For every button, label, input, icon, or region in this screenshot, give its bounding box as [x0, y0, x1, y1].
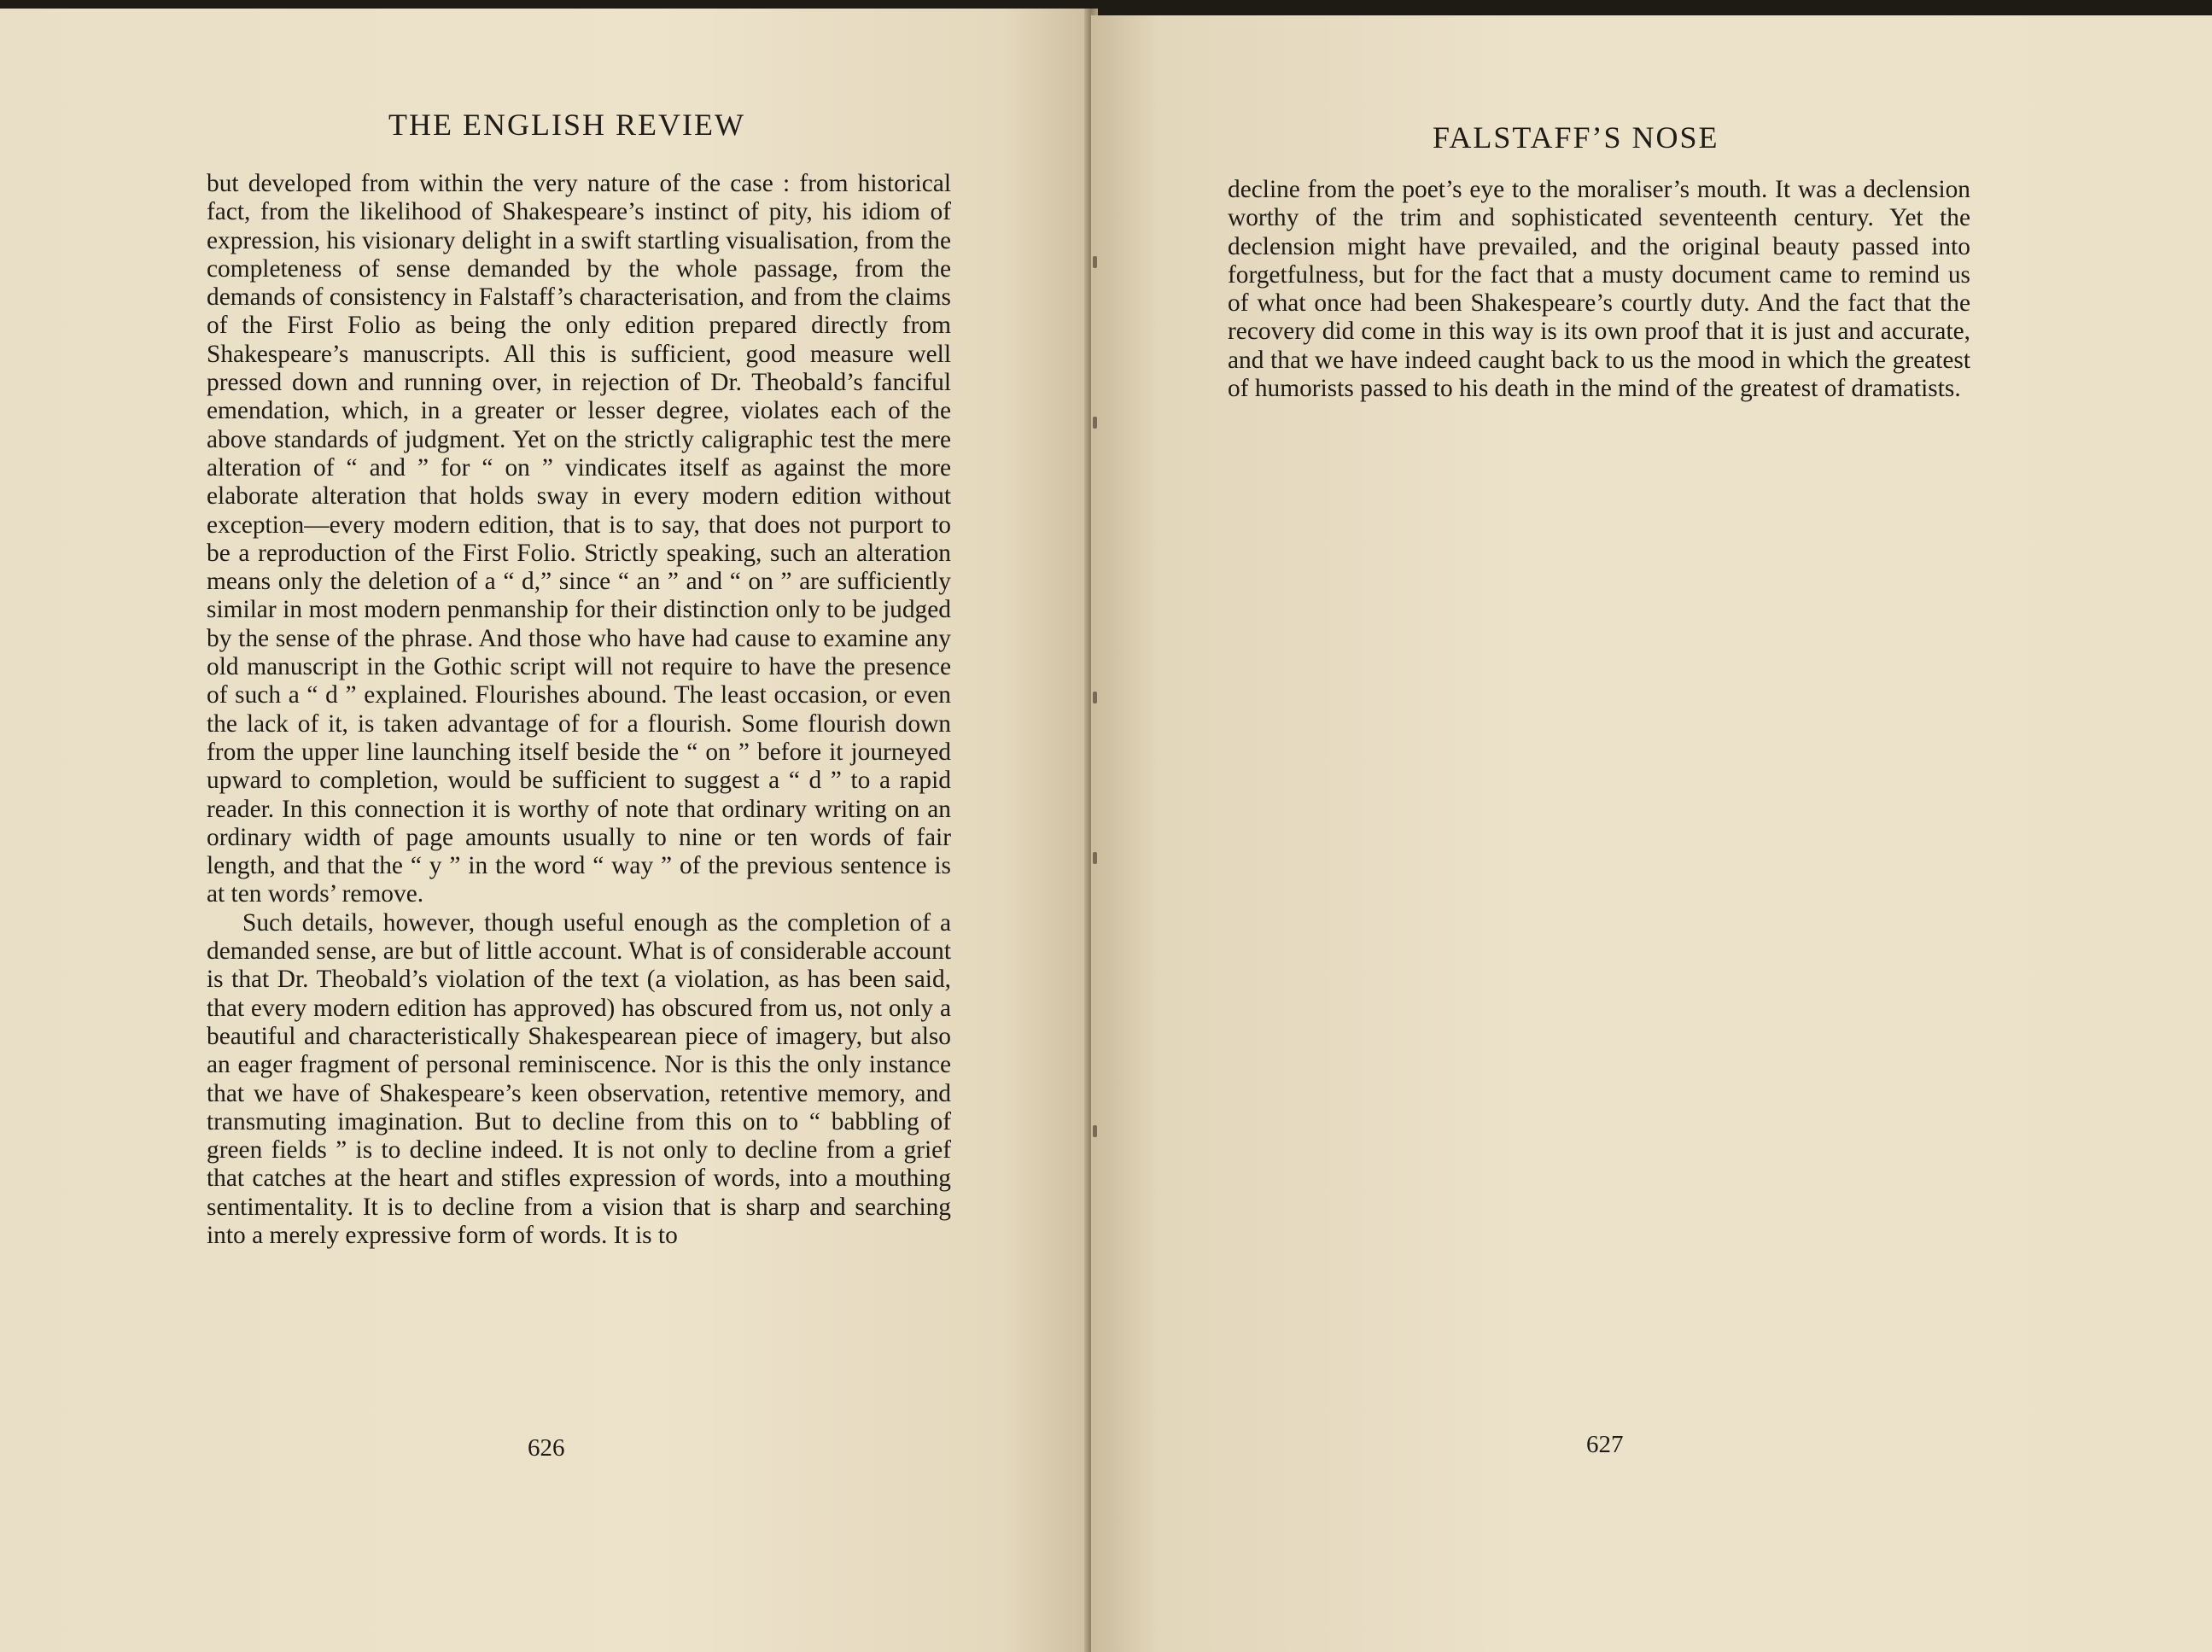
- right-body-text: [1228, 176, 1970, 403]
- left-page: [0, 9, 1091, 1652]
- paragraph: Such details, however, though useful enough as the completion of a demanded sense, are but of little account. What is of considerable account is that Dr. Theobald’s violation of the text (a violation, as has been said, that every modern edition has approved) has obscured from us, not only a beautiful and characteristically Shakespearean piece of imagery, but also an eager fragment of personal reminiscence. Nor is this the only instance that we have of Shakespeare’s keen observation, retentive memory, and transmuting imagination. But to decline from this on to “ babbling of green fields ” is to decline indeed. It is not only to decline from a grief that catches at the heart and stifles expression of words, into a mouthing sentimentality. It is to decline from a vision that is sharp and searching into a merely expressive form of words. It is to: [207, 908, 951, 1249]
- page-number-right: 627: [1586, 1431, 1624, 1458]
- running-head-left: THE ENGLISH REVIEW: [388, 108, 745, 142]
- binding-thread-mark: [1093, 256, 1097, 268]
- paragraph: decline from the poet’s eye to the moraliser’s mouth. It was a declension worthy of the trim and sophisticated seventeenth century. Yet the declension might have prevailed, and the original beauty passed into forgetfulness, but for the fact that a musty document came to remind us of what once had been Shakespeare’s courtly duty. And the fact that the recovery did come in this way is its own proof that it is just and accurate, and that we have indeed caught back to us the mood in which the greatest of humorists passed to his death in the mind of the greatest of dramatists.: [1228, 176, 1970, 403]
- page-number-left: 626: [528, 1434, 565, 1462]
- paragraph: but developed from within the very nature of the case : from historical fact, from the likelihood of Shakespeare’s instinct of pity, his idiom of expression, his visionary delight in a swift startling visualisation, from the completeness of sense demanded by the whole passage, from the demands of consistency in Falstaff’s characterisation, and from the claims of the First Folio as being the only edition prepared directly from Shakespeare’s manuscripts. All this is sufficient, good measure well pressed down and running over, in rejection of Dr. Theobald’s fanciful emendation, which, in a greater or lesser degree, violates each of the above standards of judgment. Yet on the strictly caligraphic test the mere alteration of “ and ” for “ on ” vindicates itself as against the more elaborate alteration that holds sway in every modern edition without exception—every modern edition, that is to say, that does not purport to be a reproduction of the First Folio. Strictly speaking, such an alteration means only the deletion of a “ d,” since “ an ” and “ on ” are sufficiently similar in most modern penmanship for their distinction only to be judged by the sense of the phrase. And those who have had cause to examine any old manuscript in the Gothic script will not require to have the presence of such a “ d ” explained. Flourishes abound. The least occasion, or even the lack of it, is taken advantage of for a flourish. Some flourish down from the upper line launching itself beside the “ on ” before it journeyed upward to completion, would be sufficient to suggest a “ d ” to a rapid reader. In this connection it is worthy of note that ordinary writing on an ordinary width of page amounts usually to nine or ten words of fair length, and that the “ y ” in the word “ way ” of the previous sentence is at ten words’ remove.: [207, 170, 951, 908]
- right-page: [1091, 15, 2212, 1652]
- binding-thread-mark: [1093, 692, 1097, 703]
- binding-thread-mark: [1093, 417, 1097, 429]
- running-head-right: FALSTAFF’S NOSE: [1433, 120, 1719, 155]
- binding-thread-mark: [1093, 852, 1097, 864]
- left-body-text: [207, 170, 951, 1250]
- binding-thread-mark: [1093, 1125, 1097, 1137]
